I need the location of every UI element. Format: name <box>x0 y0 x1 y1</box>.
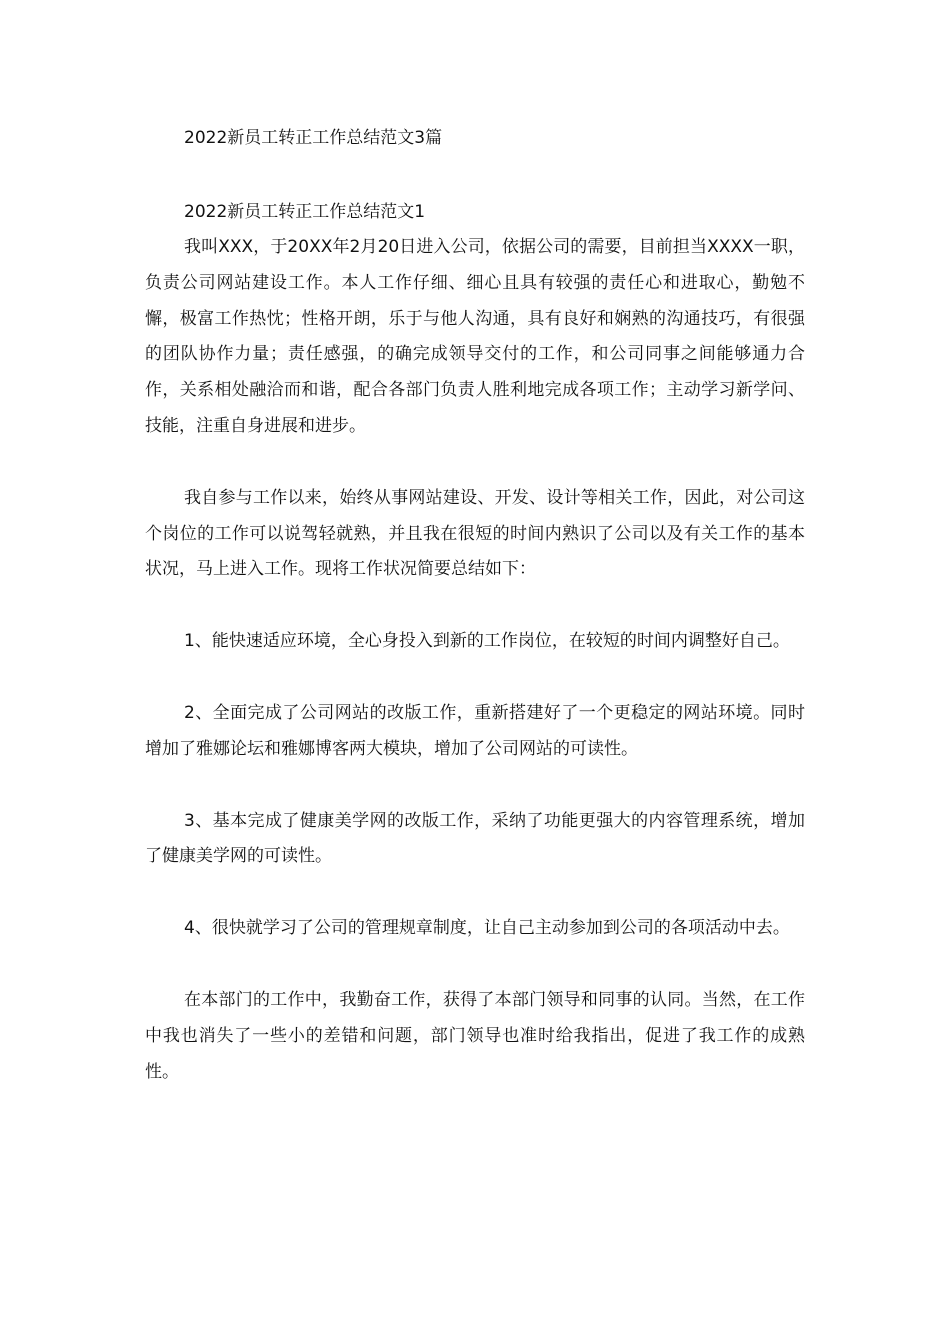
list-item-2: 2、全面完成了公司网站的改版工作，重新搭建好了一个更稳定的网站环境。同时增加了雅娜论坛和雅娜博客两大模块，增加了公司网站的可读性。 <box>145 702 805 759</box>
document-title: 2022新员工转正工作总结范文3篇 <box>184 128 443 148</box>
paragraph-intro: 我叫XXX，于20XX年2月20日进入公司，依据公司的需要，目前担当XXXX一职，负责公司网站建设工作。本人工作仔细、细心且具有较强的责任心和进取心，勤勉不懈，极富工作热忱；性格开朗，乐于与他人沟通，具有良好和娴熟的沟通技巧，有很强的团队协作力量；责任感强，的确完成领导交付的工作，和公司同事之间能够通力合作，关系相处融洽而和谐，配合各部门负责人胜利地完成各项工作；主动学习新学问、技能，注重自身进展和进步。 <box>145 237 805 436</box>
section-subtitle: 2022新员工转正工作总结范文1 <box>184 202 426 222</box>
paragraph-conclusion: 在本部门的工作中，我勤奋工作，获得了本部门领导和同事的认同。当然，在工作中我也消失了一些小的差错和问题，部门领导也准时给我指出，促进了我工作的成熟性。 <box>145 989 805 1082</box>
document-body <box>145 230 805 1090</box>
list-item-1: 1、能快速适应环境，全心身投入到新的工作岗位，在较短的时间内调整好自己。 <box>184 631 790 652</box>
paragraph-experience: 我自参与工作以来，始终从事网站建设、开发、设计等相关工作，因此，对公司这个岗位的工作可以说驾轻就熟，并且我在很短的时间内熟识了公司以及有关工作的基本状况，马上进入工作。现将工作状况简要总结如下： <box>145 487 805 580</box>
list-item-4: 4、很快就学习了公司的管理规章制度，让自己主动参加到公司的各项活动中去。 <box>184 918 790 939</box>
list-item-3: 3、基本完成了健康美学网的改版工作，采纳了功能更强大的内容管理系统，增加了健康美学网的可读性。 <box>145 810 805 867</box>
